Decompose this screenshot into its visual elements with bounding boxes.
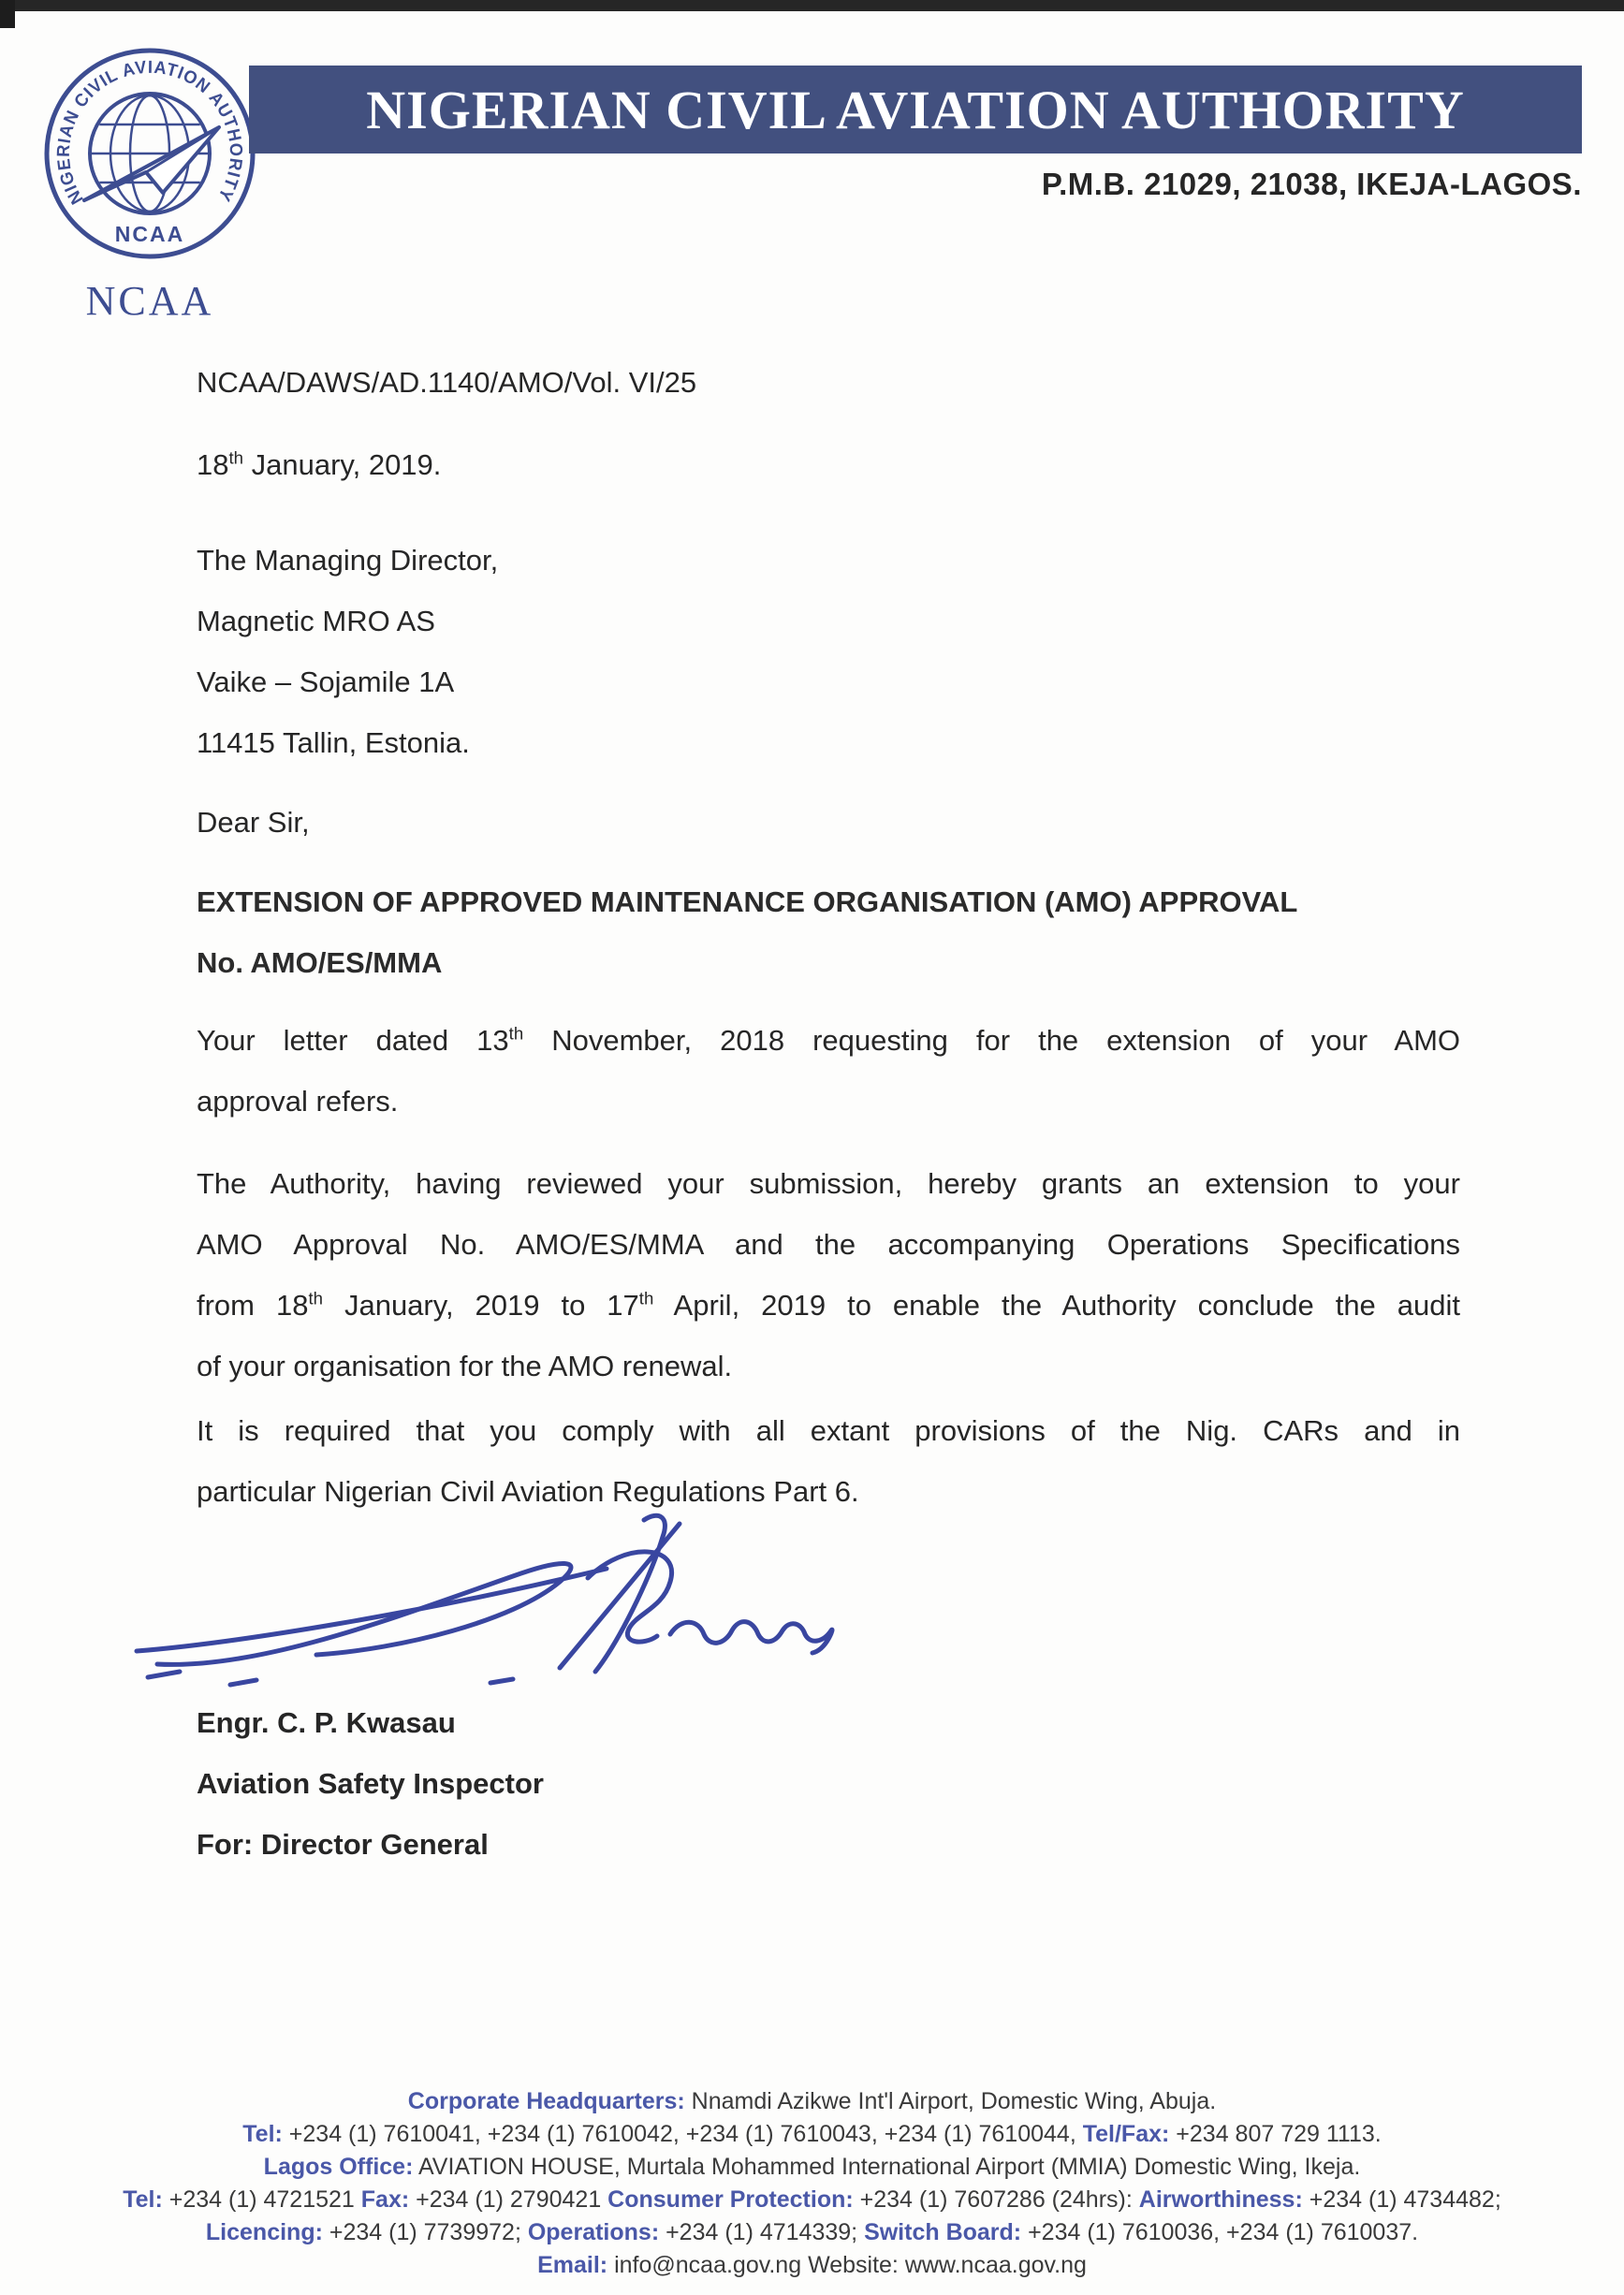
footer-line	[0, 2118, 1624, 2151]
text-run: AVIATION HOUSE, Murtala Mohammed International Airport (MMIA) Domestic Wing, Ikeja.	[413, 2154, 1361, 2180]
text-run: Magnetic MRO AS	[197, 605, 435, 637]
text-run: +234 (1) 7739972;	[322, 2219, 528, 2245]
date-line	[197, 434, 441, 495]
logo-caption: NCAA	[85, 278, 214, 324]
paragraph-line	[197, 1214, 1460, 1275]
text-run: +234 (1) 7610041, +234 (1) 7610042, +234 (1) 7610043, +234 (1) 7610044,	[282, 2121, 1083, 2147]
paragraph-2	[197, 1153, 1460, 1396]
text-run: of your organisation for the AMO renewal.	[197, 1350, 733, 1382]
recipient-line	[197, 530, 498, 591]
paragraph-line	[197, 1071, 1460, 1132]
text-run: particular Nigerian Civil Aviation Regulations Part 6.	[197, 1475, 859, 1508]
seal-acronym: NCAA	[114, 222, 185, 246]
signatory-title: Aviation Safety Inspector	[197, 1767, 544, 1800]
text-run: 18	[197, 448, 229, 481]
handwritten-signature	[120, 1503, 841, 1690]
footer-label: Consumer Protection:	[607, 2186, 854, 2213]
footer-label: Tel:	[242, 2121, 283, 2147]
text-run: No. AMO/ES/MMA	[197, 946, 443, 979]
text-run: th	[508, 1023, 524, 1044]
paragraph-line	[197, 1153, 1460, 1214]
text-run: +234 (1) 2790421	[409, 2186, 608, 2213]
signatory-block	[197, 1692, 544, 1875]
footer-contact-block	[0, 2085, 1624, 2282]
subject-line	[197, 932, 1460, 993]
footer-label: Airworthiness:	[1138, 2186, 1303, 2213]
paragraph-line	[197, 1400, 1460, 1461]
footer-line	[0, 2249, 1624, 2282]
subject-line	[197, 871, 1460, 932]
recipient-address	[197, 530, 498, 773]
recipient-line	[197, 712, 498, 773]
text-run: info@ncaa.gov.ng Website: www.ncaa.gov.ng	[607, 2252, 1087, 2278]
footer-line	[0, 2151, 1624, 2184]
text-run: Your letter dated 13	[197, 1024, 509, 1057]
recipient-line	[197, 591, 498, 651]
text-run: Nnamdi Azikwe Int'l Airport, Domestic Wing, Abuja.	[684, 2088, 1217, 2114]
scan-corner-artifact	[0, 0, 15, 28]
text-run: +234 (1) 7610036, +234 (1) 7610037.	[1021, 2219, 1419, 2245]
salutation: Dear Sir,	[197, 806, 310, 839]
reference-number: NCAA/DAWS/AD.1140/AMO/Vol. VI/25	[197, 366, 697, 399]
pmb-address-line: P.M.B. 21029, 21038, IKEJA-LAGOS.	[1041, 167, 1582, 201]
footer-label: Tel/Fax:	[1082, 2121, 1170, 2147]
paragraph-1	[197, 1010, 1460, 1132]
text-run: +234 (1) 4734482;	[1302, 2186, 1501, 2213]
org-name-banner: NIGERIAN CIVIL AVIATION AUTHORITY	[249, 66, 1582, 153]
subject-heading	[197, 871, 1460, 993]
text-run: +234 (1) 4721521	[162, 2186, 361, 2213]
signatory-for-line: For: Director General	[197, 1828, 489, 1861]
text-run: AMO Approval No. AMO/ES/MMA and the accompanying Operations Specifications	[197, 1228, 1460, 1261]
text-run: It is required that you comply with all extant provisions of the Nig. CARs and in	[197, 1414, 1460, 1447]
text-run: +234 807 729 1113.	[1169, 2121, 1382, 2147]
ncaa-logo	[26, 32, 270, 327]
text-run: The Managing Director,	[197, 544, 499, 577]
footer-label: Fax:	[360, 2186, 410, 2213]
footer-label: Licencing:	[205, 2219, 323, 2245]
letter-date	[197, 434, 441, 495]
footer-label: Switch Board:	[864, 2219, 1022, 2245]
text-run: The Authority, having reviewed your submission, hereby grants an extension to your	[197, 1167, 1460, 1200]
footer-line	[0, 2184, 1624, 2216]
signatory-name: Engr. C. P. Kwasau	[197, 1706, 456, 1739]
text-run: January, 2019 to 17	[322, 1289, 639, 1322]
text-run: th	[308, 1288, 323, 1308]
footer-label: Operations:	[527, 2219, 660, 2245]
text-run: 11415 Tallin, Estonia.	[197, 726, 470, 759]
footer-label: Tel:	[123, 2186, 163, 2213]
text-run: from 18	[197, 1289, 309, 1322]
text-run: +234 (1) 4714339;	[659, 2219, 865, 2245]
text-run: Vaike – Sojamile 1A	[197, 665, 455, 698]
footer-line	[0, 2216, 1624, 2249]
paragraph-line	[197, 1275, 1460, 1336]
text-run: +234 (1) 7607286 (24hrs):	[853, 2186, 1139, 2213]
scan-edge-artifact	[0, 0, 1624, 11]
text-run: April, 2019 to enable the Authority conclude the audit	[653, 1289, 1460, 1322]
text-run: th	[638, 1288, 654, 1308]
footer-line	[0, 2085, 1624, 2118]
text-run: November, 2018 requesting for the extension of your AMO	[523, 1024, 1460, 1057]
seal-ring-text: NIGERIAN CIVIL AVIATION AUTHORITY	[53, 57, 246, 208]
footer-label: Lagos Office:	[263, 2154, 414, 2180]
footer-label: Email:	[537, 2252, 608, 2278]
paragraph-line	[197, 1336, 1460, 1396]
text-run: approval refers.	[197, 1085, 399, 1118]
text-run: EXTENSION OF APPROVED MAINTENANCE ORGANISATION (AMO) APPROVAL	[197, 885, 1298, 918]
text-run: January, 2019.	[243, 448, 442, 481]
paragraph-line	[197, 1010, 1460, 1071]
text-run: th	[228, 447, 243, 468]
footer-label: Corporate Headquarters:	[407, 2088, 685, 2114]
recipient-line	[197, 651, 498, 712]
